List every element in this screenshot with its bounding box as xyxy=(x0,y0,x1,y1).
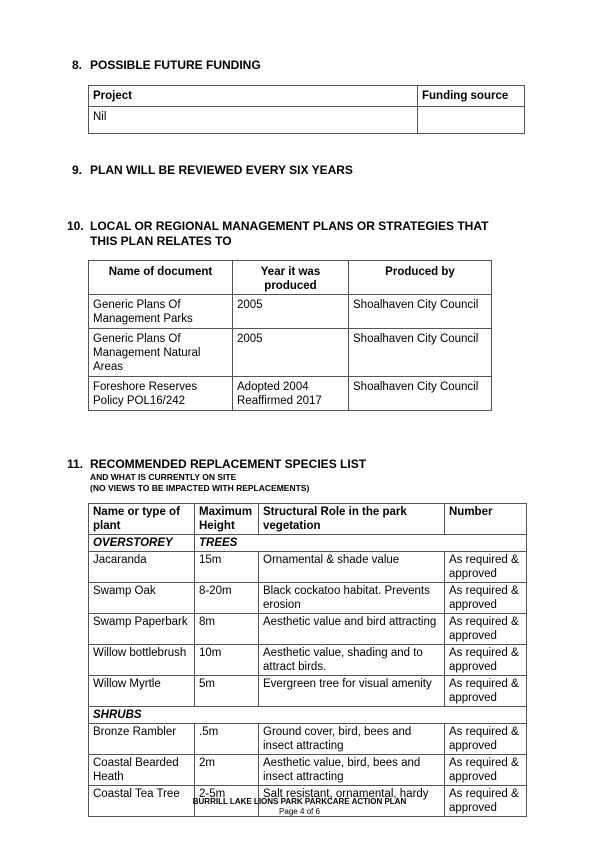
cell-funding-source xyxy=(418,107,525,134)
section-subtitle-1: AND WHAT IS CURRENTLY ON SITE xyxy=(90,472,237,482)
cell-height: 8-20m xyxy=(195,583,259,614)
species-table xyxy=(88,503,527,817)
table-row xyxy=(89,755,527,786)
cell-number: As required & approved xyxy=(445,786,527,817)
cell-document: Generic Plans Of Management Parks xyxy=(89,295,233,329)
cell-height: 10m xyxy=(195,645,259,676)
funding-table xyxy=(88,85,525,134)
section-number: 11. xyxy=(67,457,84,471)
cell-height: 8m xyxy=(195,614,259,645)
section-title: POSSIBLE FUTURE FUNDING xyxy=(90,58,261,72)
cell-height: .5m xyxy=(195,724,259,755)
cell-number: As required & approved xyxy=(445,614,527,645)
cell-year: Adopted 2004 Reaffirmed 2017 xyxy=(233,377,349,411)
table-row xyxy=(89,676,527,707)
cell-plant: Willow Myrtle xyxy=(89,676,195,707)
section-title-line-2: THIS PLAN RELATES TO xyxy=(90,234,232,248)
cell-height: 15m xyxy=(195,552,259,583)
cell-year: 2005 xyxy=(233,329,349,377)
cell-role: Evergreen tree for visual amenity xyxy=(259,676,445,707)
cell-plant: Jacaranda xyxy=(89,552,195,583)
section-title: PLAN WILL BE REVIEWED EVERY SIX YEARS xyxy=(90,163,353,177)
section-number: 8. xyxy=(72,58,83,72)
cell-number: As required & approved xyxy=(445,755,527,786)
cell-plant: Coastal Bearded Heath xyxy=(89,755,195,786)
cell-height: 5m xyxy=(195,676,259,707)
cell-role: Salt resistant, ornamental, hardy xyxy=(259,786,445,817)
section-10-heading xyxy=(67,219,567,249)
page-number: Page 4 of 6 xyxy=(279,807,320,816)
cell-produced-by: Shoalhaven City Council xyxy=(349,329,492,377)
cell-plant: Willow bottlebrush xyxy=(89,645,195,676)
category-row xyxy=(89,535,527,552)
header-number: Number xyxy=(445,504,527,535)
management-plans-table xyxy=(88,260,492,411)
cell-number: As required & approved xyxy=(445,645,527,676)
category-row xyxy=(89,707,527,724)
header-plant-name: Name or type of plant xyxy=(89,504,195,535)
cell-project: Nil xyxy=(89,107,418,134)
table-row xyxy=(89,107,525,134)
table-row xyxy=(89,295,492,329)
cell-plant: Swamp Oak xyxy=(89,583,195,614)
cell-year: 2005 xyxy=(233,295,349,329)
table-row xyxy=(89,724,527,755)
cell-plant: Swamp Paperbark xyxy=(89,614,195,645)
cell-document: Foreshore Reserves Policy POL16/242 xyxy=(89,377,233,411)
cell-role: Ground cover, bird, bees and insect attracting xyxy=(259,724,445,755)
category-shrubs: SHRUBS xyxy=(89,707,527,724)
section-title: RECOMMENDED REPLACEMENT SPECIES LIST xyxy=(90,457,367,471)
category-trees: TREES xyxy=(195,535,527,552)
cell-number: As required & approved xyxy=(445,724,527,755)
table-row xyxy=(89,645,527,676)
cell-role: Aesthetic value, bird, bees and insect attracting xyxy=(259,755,445,786)
header-produced-by: Produced by xyxy=(349,261,492,295)
cell-role: Ornamental & shade value xyxy=(259,552,445,583)
footer-title: BURRILL LAKE LIONS PARK PARKCARE ACTION PLAN xyxy=(192,797,407,806)
table-row xyxy=(89,614,527,645)
section-number: 9. xyxy=(72,163,83,177)
header-project: Project xyxy=(89,86,418,107)
cell-role: Aesthetic value, shading and to attract birds. xyxy=(259,645,445,676)
table-row xyxy=(89,329,492,377)
header-funding-source: Funding source xyxy=(418,86,525,107)
footer xyxy=(0,797,599,817)
cell-document: Generic Plans Of Management Natural Areas xyxy=(89,329,233,377)
header-structural-role: Structural Role in the park vegetation xyxy=(259,504,445,535)
header-year-produced: Year it was produced xyxy=(233,261,349,295)
header-name-of-document: Name of document xyxy=(89,261,233,295)
header-max-height: Maximum Height xyxy=(195,504,259,535)
section-title-line-1: LOCAL OR REGIONAL MANAGEMENT PLANS OR STRATEGIES THAT xyxy=(90,219,489,233)
cell-produced-by: Shoalhaven City Council xyxy=(349,295,492,329)
category-overstorey: OVERSTOREY xyxy=(89,535,195,552)
section-number: 10. xyxy=(67,219,84,233)
cell-produced-by: Shoalhaven City Council xyxy=(349,377,492,411)
cell-height: 2m xyxy=(195,755,259,786)
cell-number: As required & approved xyxy=(445,552,527,583)
cell-number: As required & approved xyxy=(445,583,527,614)
cell-role: Black cockatoo habitat. Prevents erosion xyxy=(259,583,445,614)
cell-plant: Coastal Tea Tree xyxy=(89,786,195,817)
section-subtitle-2: (NO VIEWS TO BE IMPACTED WITH REPLACEMENTS) xyxy=(90,483,310,493)
table-row xyxy=(89,552,527,583)
cell-number: As required & approved xyxy=(445,676,527,707)
cell-plant: Bronze Rambler xyxy=(89,724,195,755)
cell-height: 2-5m xyxy=(195,786,259,817)
table-row xyxy=(89,583,527,614)
cell-role: Aesthetic value and bird attracting xyxy=(259,614,445,645)
table-row xyxy=(89,377,492,411)
